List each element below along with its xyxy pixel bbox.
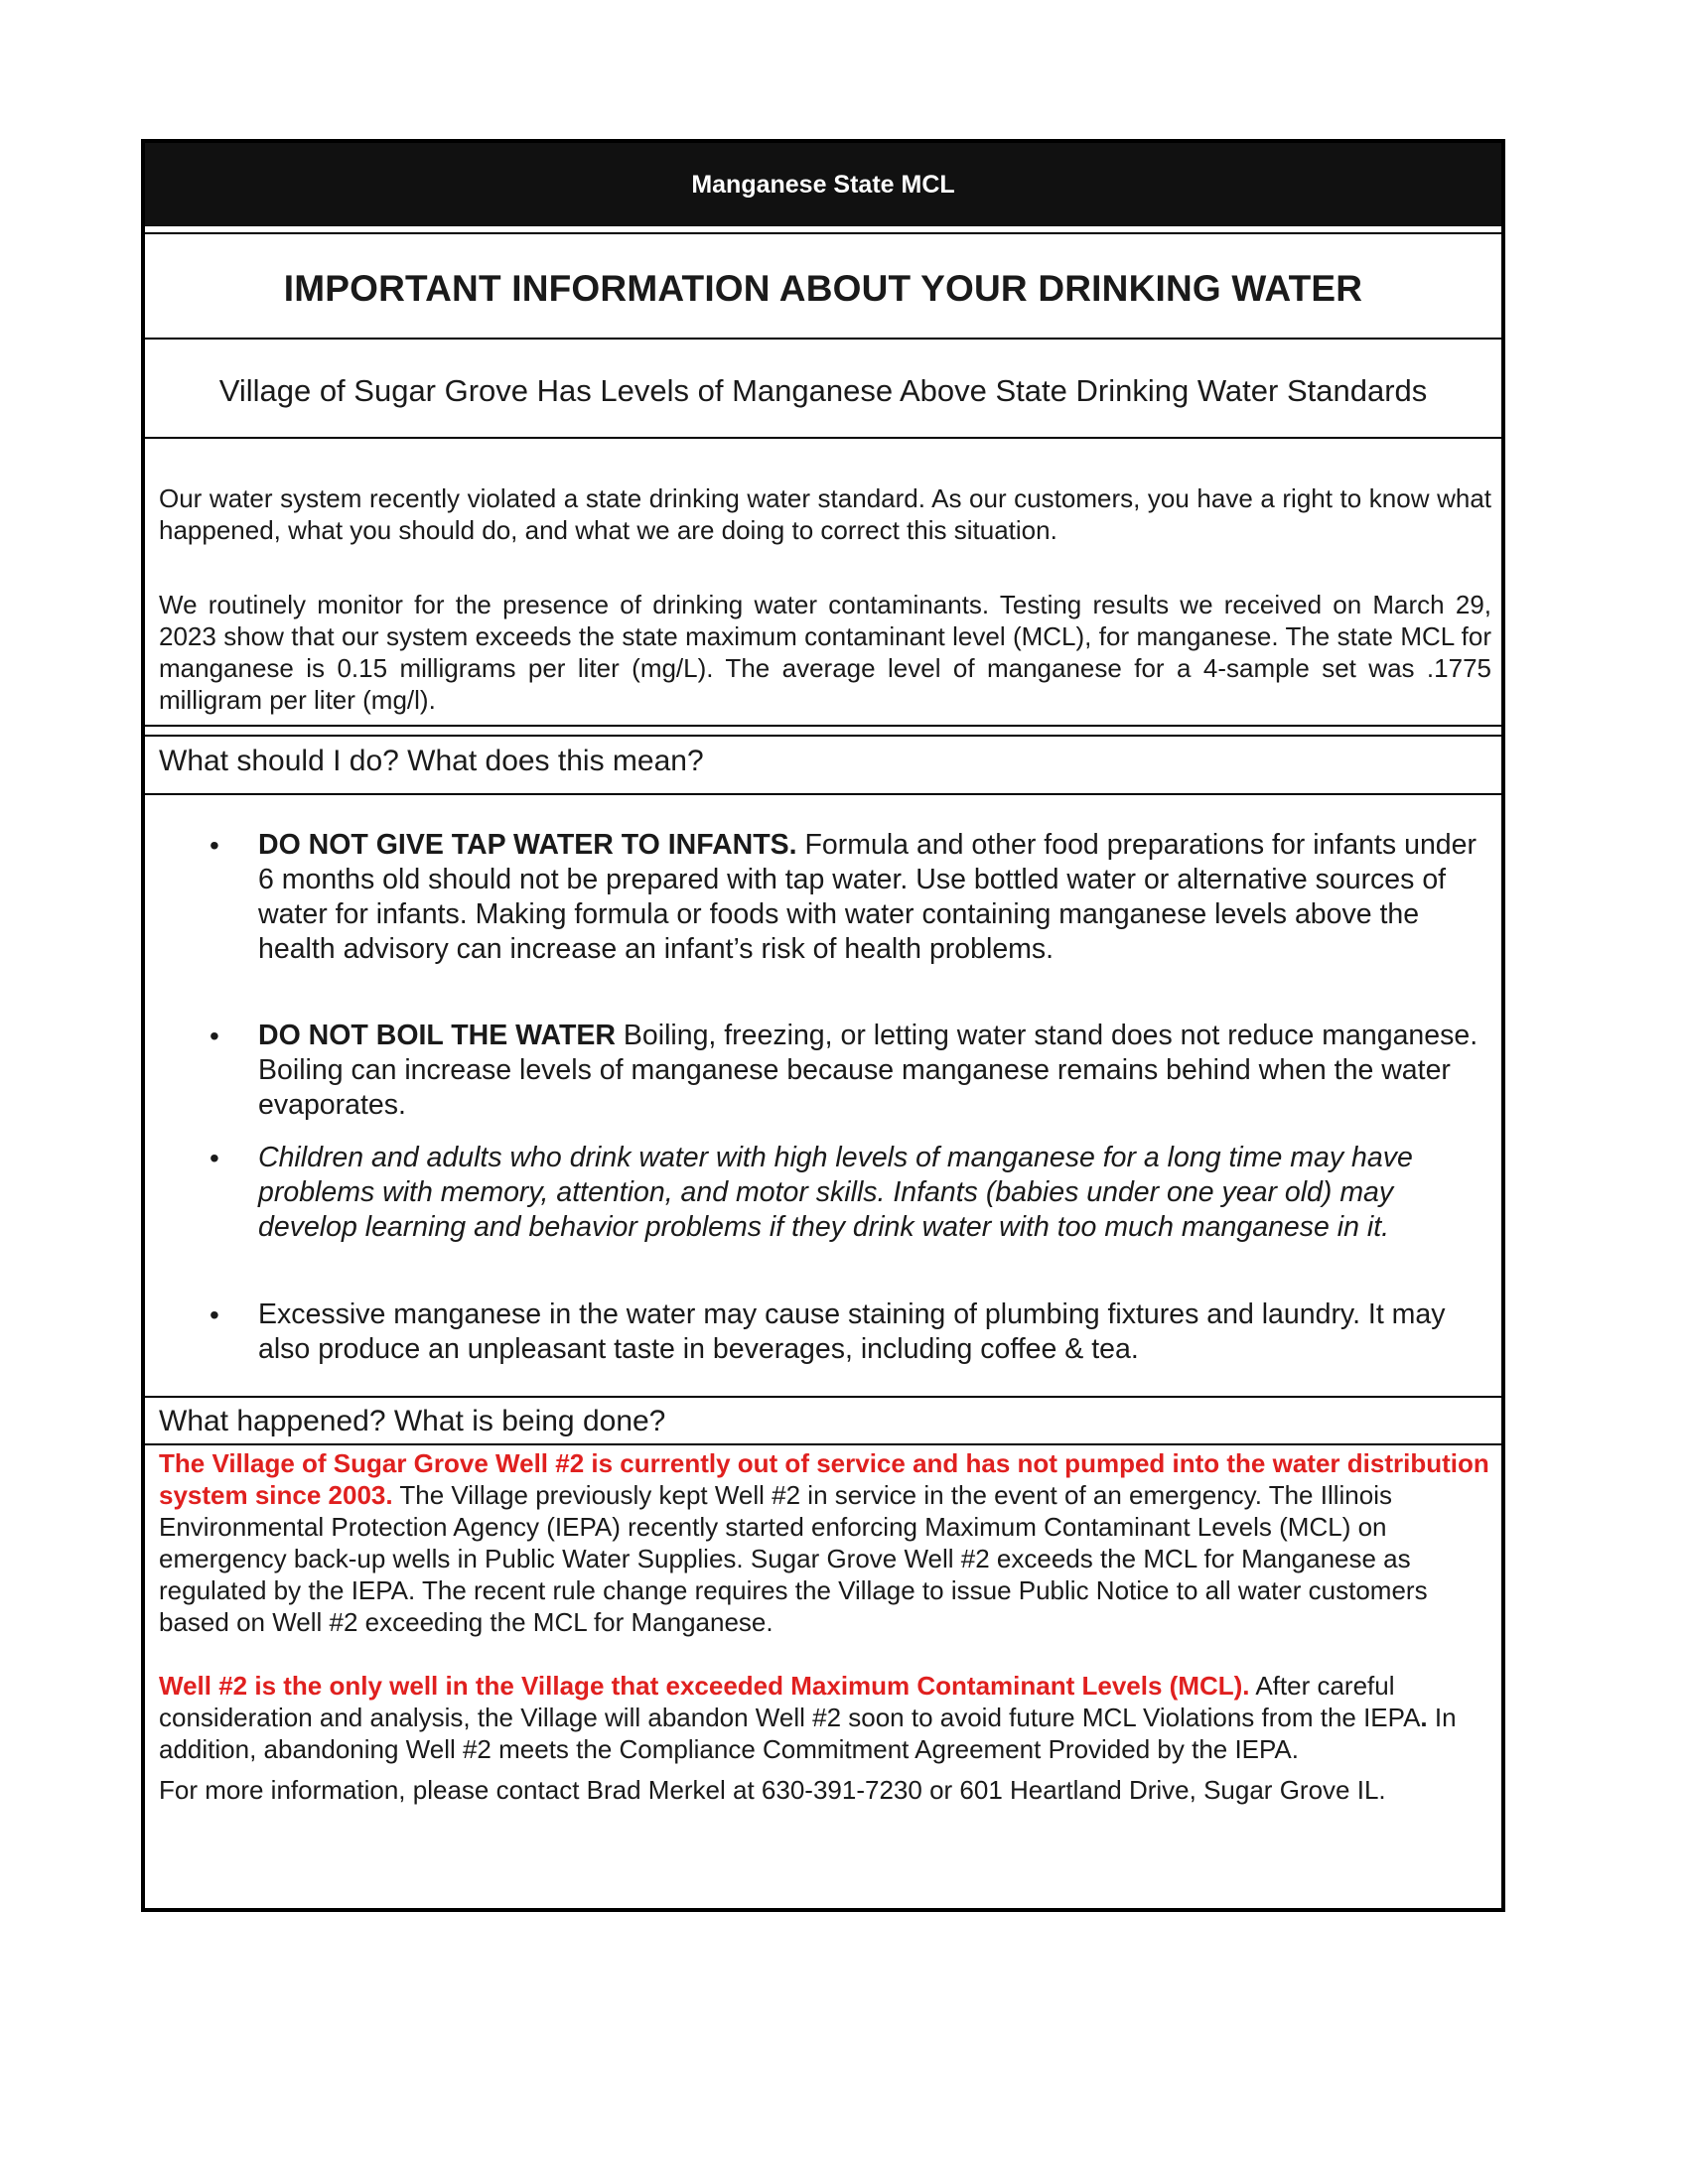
what-is-done-paragraph bbox=[159, 1670, 1491, 1765]
page-title: IMPORTANT INFORMATION ABOUT YOUR DRINKING WATER bbox=[283, 268, 1363, 309]
divider bbox=[145, 793, 1501, 795]
bullet-icon: • bbox=[210, 830, 219, 861]
divider bbox=[145, 725, 1501, 727]
divider bbox=[145, 735, 1501, 737]
bullet-lead: DO NOT GIVE TAP WATER TO INFANTS. bbox=[258, 829, 797, 861]
contact-paragraph: For more information, please contact Brad Merkel at 630-391-7230 or 601 Heartland Drive, Sugar Grove IL. bbox=[159, 1775, 1386, 1805]
well-status-highlight: The Village of Sugar Grove Well #2 is currently out of service and has not pumped into the water distribution system since 2003. bbox=[159, 1448, 1489, 1510]
abandon-period: . bbox=[1420, 1703, 1428, 1732]
header-bar bbox=[145, 143, 1501, 226]
bullet-icon: • bbox=[210, 1021, 219, 1051]
divider bbox=[145, 1443, 1501, 1445]
bullet-text: Formula and other food preparations for infants under 6 months old should not be prepared with tap water. Use bottled water or alternative sources of water for infants. Making formula or foods with water containing manganese levels above the health advisory can increase an infant’s risk of health problems. bbox=[258, 829, 1477, 965]
divider bbox=[145, 338, 1501, 340]
agreement-text: In addition, abandoning Well #2 meets the Compliance Commitment Agreement Provided by the IEPA. bbox=[159, 1703, 1457, 1764]
abandon-text: After careful consideration and analysis, the Village will abandon Well #2 soon to avoid future MCL Violations from the IEPA bbox=[159, 1671, 1421, 1732]
section-heading-what-happened: What happened? What is being done? bbox=[159, 1405, 666, 1437]
divider bbox=[145, 1396, 1501, 1398]
bullet-lead: DO NOT BOIL THE WATER bbox=[258, 1020, 616, 1051]
well-status-text: The Village previously kept Well #2 in service in the event of an emergency. The Illinois Environmental Protection Agency (IEPA) recently started enforcing Maximum Contaminant Levels (MCL) on emergency back-up wells in Public Water Supplies. Sugar Grove Well #2 exceeds the MCL for Manganese as regulated by the IEPA. The recent rule change requires the Village to issue Public Notice to all water customers based on Well #2 exceeding the MCL for Manganese. bbox=[159, 1480, 1428, 1637]
bullet-text: Children and adults who drink water with high levels of manganese for a long time may have problems with memory, attention, and motor skills. Infants (babies under one year old) may develop learning and behavior problems if they drink water with too much manganese in it. bbox=[258, 1142, 1413, 1243]
divider bbox=[145, 437, 1501, 439]
bullet-icon: • bbox=[210, 1299, 219, 1330]
bullet-text: Boiling, freezing, or letting water stand does not reduce manganese. Boiling can increase levels of manganese because manganese remains behind when the water evaporates. bbox=[258, 1020, 1478, 1121]
header-label: Manganese State MCL bbox=[691, 170, 955, 199]
bullet-icon: • bbox=[210, 1143, 219, 1173]
intro-paragraph-1: Our water system recently violated a state drinking water standard. As our customers, you have a right to know what happened, what you should do, and what we are doing to correct this situation. bbox=[159, 483, 1491, 545]
section-heading-what-to-do: What should I do? What does this mean? bbox=[159, 745, 704, 777]
bullet-text: Excessive manganese in the water may cause staining of plumbing fixtures and laundry. It may also produce an unpleasant taste in beverages, including coffee & tea. bbox=[258, 1298, 1446, 1365]
public-notice-box bbox=[141, 139, 1505, 1912]
page-subtitle: Village of Sugar Grove Has Levels of Manganese Above State Drinking Water Standards bbox=[218, 373, 1428, 408]
what-happened-paragraph bbox=[159, 1447, 1491, 1638]
exceedance-highlight: Well #2 is the only well in the Village that exceeded Maximum Contaminant Levels (MCL). bbox=[159, 1671, 1250, 1701]
header-rule bbox=[145, 232, 1501, 234]
intro-paragraph-2: We routinely monitor for the presence of drinking water contaminants. Testing results we received on March 29, 2023 show that our system exceeds the state maximum contaminant level (MCL), for manganese. The state MCL for manganese is 0.15 milligrams per liter (mg/L). The average level of manganese for a 4-sample set was .1775 milligram per liter (mg/l). bbox=[159, 590, 1491, 715]
